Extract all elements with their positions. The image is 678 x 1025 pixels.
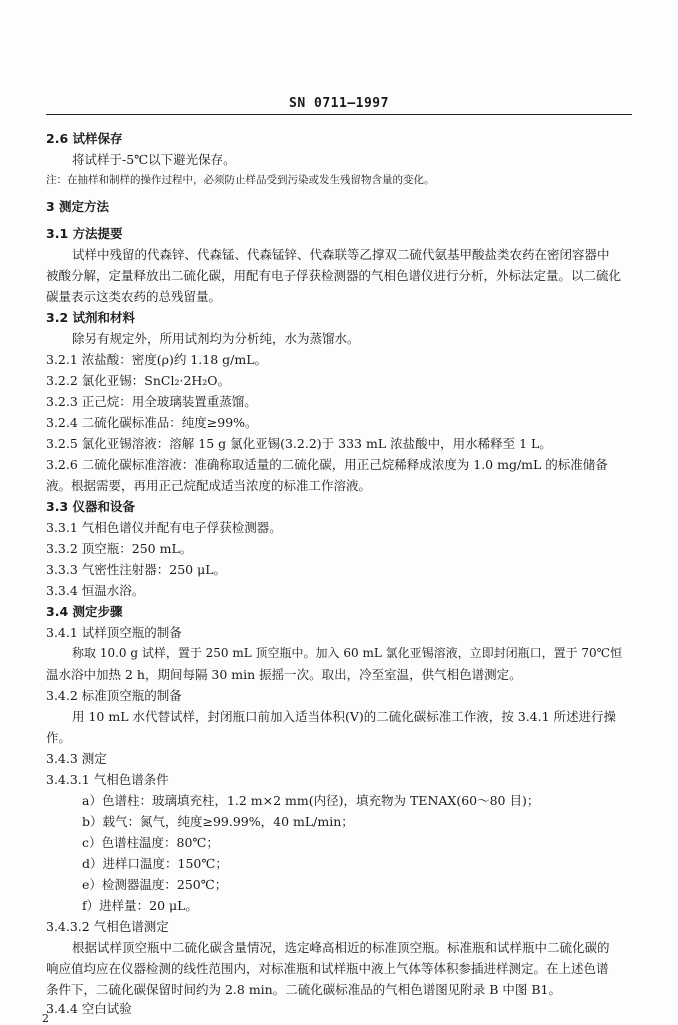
paragraph-line: 作。 <box>46 730 72 745</box>
paragraph-line: 根据试样顶空瓶中二硫化碳含量情况，选定峰高相近的标准顶空瓶。标准瓶和试样瓶中二硫化碳的 <box>72 940 610 955</box>
paragraph-line: 碳量表示这类农药的总残留量。 <box>46 289 222 304</box>
section-2-6-note: 注：在抽样和制样的操作过程中，必须防止样品受到污染或发生残留物含量的变化。 <box>46 174 435 186</box>
section-3-4-heading: 3.4 测定步骤 <box>46 604 123 619</box>
clause-3-2-6: 3.2.6 二硫化碳标准溶液：准确称取适量的二硫化碳，用正己烷稀释成浓度为 1.0 mg/mL 的标准储备 <box>46 457 608 472</box>
paragraph-line: 响应值均应在仪器检测的线性范围内，对标准瓶和试样瓶中液上气体等体积参插进样测定。在上述色谱 <box>46 961 609 976</box>
header-rule <box>46 114 632 115</box>
paragraph-line: 条件下，二硫化碳保留时间约为 2.8 min。二硫化碳标准品的气相色谱图见附录 B 中图 B1。 <box>46 982 561 997</box>
clause-3-3-4: 3.3.4 恒温水浴。 <box>46 583 145 598</box>
section-3-2-heading: 3.2 试剂和材料 <box>46 310 135 325</box>
clause-3-4-3-1-heading: 3.4.3.1 气相色谱条件 <box>46 772 169 787</box>
clause-3-3-3: 3.3.3 气密性注射器：250 μL。 <box>46 562 227 577</box>
clause-3-3-2: 3.3.2 顶空瓶：250 mL。 <box>46 541 193 556</box>
section-2-6-heading: 2.6 试样保存 <box>46 131 123 146</box>
list-item: f）进样量：20 μL。 <box>82 898 198 913</box>
clause-3-4-1-heading: 3.4.1 试样顶空瓶的制备 <box>46 625 182 640</box>
clause-3-2-4: 3.2.4 二硫化碳标准品：纯度≥99%。 <box>46 415 258 430</box>
paragraph-line: 温水浴中加热 2 h，期间每隔 30 min 振摇一次。取出，冷至室温，供气相色谱测定。 <box>46 667 522 682</box>
page-number: 2 <box>42 1012 49 1025</box>
list-item: d）进样口温度：150℃； <box>82 856 228 871</box>
standard-number: SN 0711—1997 <box>289 96 389 111</box>
paragraph-line: 用 10 mL 水代替试样，封闭瓶口前加入适当体积(V)的二硫化碳标准工作液，按 3.4.1 所述进行操 <box>72 709 617 724</box>
paragraph-line: 试样中残留的代森锌、代森锰、代森锰锌、代森联等乙撑双二硫代氨基甲酸盐类农药在密闭容器中 <box>72 247 610 262</box>
paragraph-line: 除另有规定外，所用试剂均为分析纯，水为蒸馏水。 <box>72 331 360 346</box>
clause-3-3-1: 3.3.1 气相色谱仪并配有电子俘获检测器。 <box>46 520 282 535</box>
clause-3-2-3: 3.2.3 正己烷：用全玻璃装置重蒸馏。 <box>46 394 257 409</box>
clause-3-4-3-2-heading: 3.4.3.2 气相色谱测定 <box>46 919 169 934</box>
list-item: c）色谱柱温度：80℃； <box>82 835 219 850</box>
clause-3-2-5: 3.2.5 氯化亚锡溶液：溶解 15 g 氯化亚锡(3.2.2)于 333 mL 浓盐酸中，用水稀释至 1 L。 <box>46 436 552 451</box>
list-item: e）检测器温度：250℃； <box>82 877 228 892</box>
section-3-heading: 3 测定方法 <box>46 199 110 214</box>
paragraph-line: 被酸分解，定量释放出二硫化碳，用配有电子俘获检测器的气相色谱仪进行分析，外标法定量。以二硫化 <box>46 268 622 283</box>
section-2-6-text: 将试样于-5℃以下避光保存。 <box>72 152 236 167</box>
paragraph-line: 称取 10.0 g 试样，置于 250 mL 顶空瓶中。加入 60 mL 氯化亚锡溶液，立即封闭瓶口，置于 70℃恒 <box>72 646 623 660</box>
clause-3-4-2-heading: 3.4.2 标准顶空瓶的制备 <box>46 688 182 703</box>
clause-3-4-4-heading: 3.4.4 空白试验 <box>46 1001 132 1016</box>
clause-3-2-2: 3.2.2 氯化亚锡：SnCl₂·2H₂O。 <box>46 373 231 388</box>
section-3-3-heading: 3.3 仪器和设备 <box>46 499 135 514</box>
list-item: a）色谱柱：玻璃填充柱，1.2 m×2 mm(内径)，填充物为 TENAX(60～80 目)； <box>82 793 540 808</box>
section-3-1-heading: 3.1 方法提要 <box>46 226 123 241</box>
clause-3-4-3-heading: 3.4.3 测定 <box>46 751 107 766</box>
list-item: b）载气：氮气，纯度≥99.99%，40 mL/min； <box>82 814 354 829</box>
paragraph-line: 液。根据需要，再用正己烷配成适当浓度的标准工作溶液。 <box>46 478 372 493</box>
clause-3-2-1: 3.2.1 浓盐酸：密度(ρ)约 1.18 g/mL。 <box>46 352 268 367</box>
